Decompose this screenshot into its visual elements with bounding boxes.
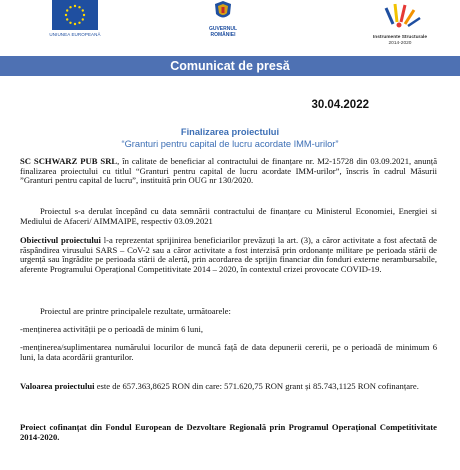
paragraph-text: l-a reprezentat sprijinirea beneficiarilor prevăzuți la art. (3), a căror activitate a fost afectată de răspândirea virusului SARS – CoV-2 sau a căror activitate a fost interzisă prin ordonanțe militare pe perioada stării de urgență sau îngrădite pe perioada stării de alertă, prin acordarea de sprijin financiar din fonduri externe nerambursabile, aferente Programului Operațional Competitivitate 2014 – 2020, în contextul crizei provocate COVID-19. <box>20 235 437 274</box>
is-caption-line: Instrumente Structurale <box>372 35 428 40</box>
project-title: “Granturi pentru capital de lucru acordate IMM-urilor” <box>121 139 339 149</box>
page-title: Finalizarea proiectului <box>180 127 280 137</box>
logo-bar <box>0 0 460 46</box>
value-label: Valoarea proiectului <box>20 381 95 391</box>
structural-instruments-caption <box>360 35 440 46</box>
paragraph-results-intro: Proiectul are printre principalele rezultate, următoarele: <box>40 306 231 316</box>
objective-label: Obiectivul proiectului <box>20 235 101 245</box>
structural-instruments-icon <box>360 0 440 30</box>
paragraph-contract: Proiectul s-a derulat începând cu data semnării contractului de finanțare cu Ministerul Economiei, Energiei si Mediului de Afaceri/ AIMMAIPE, respectiv 03.09.2021 <box>20 206 437 226</box>
cofinancing-statement: Proiect cofinanțat din Fondul European de Dezvoltare Regională prin Programul Operațional Competitivitate 2014-2020. <box>20 422 437 442</box>
eu-caption: UNIUNEA EUROPEANĂ <box>49 32 101 37</box>
is-caption-line: 2014-2020 <box>388 40 412 46</box>
paragraph-value <box>20 382 437 392</box>
government-caption: GUVERNUL ROMÂNIEI <box>208 26 238 38</box>
coat-of-arms-icon <box>205 0 241 22</box>
release-date: 30.04.2022 <box>311 99 369 111</box>
eu-logo <box>44 0 106 37</box>
press-release-banner: Comunicat de presă <box>0 56 460 76</box>
eu-flag-icon <box>52 0 98 30</box>
paragraph-text: , în calitate de beneficiar al contractului de finanțare nr. M2-15728 din 03.09.2021, anunță finalizarea proiectului cu titlul “Granturi pentru capital de lucru acordate IMM-urilor”, înscris în cadrul Măsurii ”Granturi pentru capital de lucru”, instituită prin OUG nr 130/2020. <box>20 156 438 186</box>
company-name: SC SCHWARZ PUB SRL <box>20 156 118 166</box>
result-item: -menținerea activității pe o perioadă de minim 6 luni, <box>20 324 204 334</box>
paragraph-beneficiary <box>20 157 437 186</box>
paragraph-text: este de 657.363,8625 RON din care: 571.620,75 RON grant și 85.743,1125 RON cofinanțare. <box>94 381 419 391</box>
government-logo <box>205 0 241 38</box>
result-item: -menținerea/suplimentarea numărului locurilor de muncă față de data depunerii cererii, pe o perioadă de minimum 6 luni, la data acordării granturilor. <box>20 342 437 362</box>
structural-instruments-logo <box>360 0 440 46</box>
paragraph-objective <box>20 236 437 274</box>
